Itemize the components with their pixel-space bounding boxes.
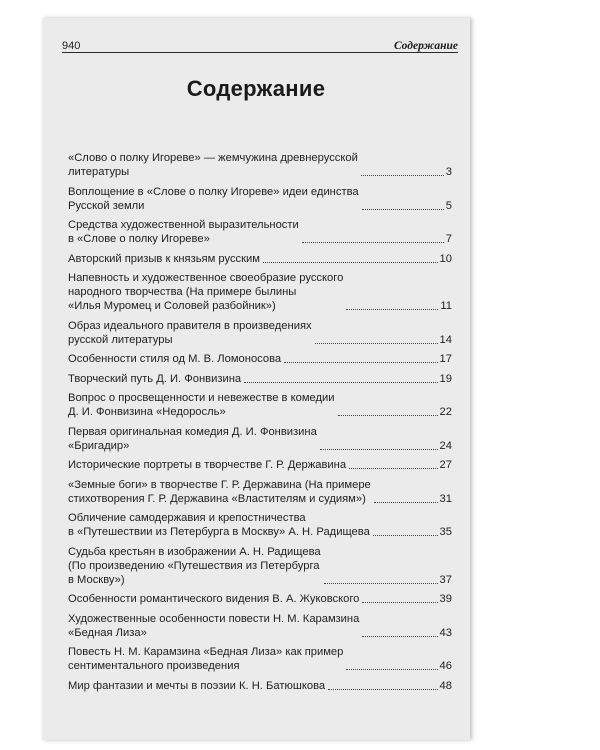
toc-entry (68, 511, 452, 539)
toc-entry (68, 391, 452, 419)
toc-entry-title: Судьба крестьян в изображении А. Н. Радищева (По произведению «Путешествия из Петербурга в Москву») (68, 545, 321, 586)
toc-entry-page: 48 (439, 679, 452, 692)
toc-dot-leader (320, 449, 438, 450)
toc-entry-page: 46 (439, 660, 452, 672)
toc-dot-leader (349, 468, 437, 469)
toc-entry (68, 218, 452, 246)
toc-entry-title: Воплощение в «Слове о полку Игореве» идеи единства Русской земли (68, 185, 359, 212)
toc-entry-page: 22 (439, 406, 452, 418)
toc-entry-page: 39 (439, 593, 452, 605)
toc-entry-title: Вопрос о просвещенности и невежестве в комедии Д. И. Фонвизина «Недоросль» (68, 392, 335, 418)
toc-entry-page: 24 (439, 439, 452, 452)
toc-entry-title: Повесть Н. М. Карамзина «Бедная Лиза» как пример сентиментального произведения (68, 646, 344, 672)
toc-dot-leader (361, 175, 444, 176)
toc-dot-leader (373, 535, 438, 536)
toc-dot-leader (362, 209, 444, 210)
toc-entry (68, 319, 452, 347)
toc-dot-leader (374, 502, 438, 503)
toc-dot-leader (284, 362, 437, 363)
running-head-section: Содержание (393, 40, 458, 52)
toc-entry-page: 31 (439, 492, 452, 505)
toc-dot-leader (328, 689, 437, 690)
toc-entry-title: Обличение самодержавия и крепостничества в «Путешествии из Петербурга в Москву» А. Н. Радищева (68, 512, 370, 538)
toc-entry-title: «Слово о полку Игореве» — жемчужина древнерусской литературы (68, 152, 358, 178)
toc-dot-leader (244, 382, 437, 383)
toc-entry-title: Художественные особенности повести Н. М. Карамзина «Бедная Лиза» (68, 612, 360, 639)
toc-entry (68, 185, 452, 213)
page-title: Содержание (186, 76, 326, 101)
toc-entry (68, 372, 452, 386)
toc-entry-page: 19 (439, 372, 452, 385)
toc-dot-leader (324, 583, 438, 584)
toc-entry-title: «Земные боги» в творчестве Г. Р. Державина (На примере стихотворения Г. Р. Державина «Властителям и судиям») (68, 478, 371, 505)
toc-entry (68, 679, 452, 693)
toc-entry-title: Творческий путь Д. И. Фонвизина (68, 372, 242, 385)
toc-entry-page: 27 (439, 459, 452, 471)
toc-entry-title: Авторский призыв к князьям русским (68, 252, 260, 265)
toc-dot-leader (346, 669, 437, 670)
toc-entry-page: 5 (445, 199, 452, 212)
toc-entry (68, 478, 452, 506)
toc-entry (68, 545, 452, 587)
toc-entry (68, 252, 452, 266)
toc-entry-title: Исторические портреты в творчестве Г. Р. Державина (68, 459, 347, 471)
toc-entry-page: 7 (445, 233, 452, 245)
toc-dot-leader (362, 636, 437, 637)
toc-entry-page: 43 (439, 626, 452, 639)
toc-entry (68, 645, 452, 673)
toc-entry (68, 425, 452, 453)
toc-entry-page: 14 (439, 333, 452, 346)
toc-entry (68, 612, 452, 640)
toc-entry-title: Средства художественной выразительности в «Слове о полку Игореве» (68, 219, 299, 245)
toc-entry-title: Первая оригинальная комедия Д. И. Фонвизина «Бригадир» (68, 425, 317, 452)
toc-entry-title: Мир фантазии и мечты в поэзии К. Н. Батюшкова (68, 679, 326, 692)
toc-dot-leader (338, 415, 438, 416)
table-of-contents (68, 151, 452, 698)
toc-entry-page: 3 (445, 166, 452, 178)
toc-entry-page: 10 (439, 252, 452, 265)
toc-entry-page: 35 (439, 526, 452, 538)
toc-entry-page: 37 (439, 573, 452, 586)
toc-entry-title: Особенности стиля од М. В. Ломоносова (68, 353, 282, 365)
toc-entry-page: 11 (440, 300, 452, 312)
toc-dot-leader (315, 343, 438, 344)
toc-dot-leader (346, 309, 438, 310)
toc-dot-leader (362, 602, 437, 603)
toc-entry-title: Напевность и художественное своеобразие русского народного творчества (На примере былины «Илья Муромец и Соловей разбойник») (68, 272, 344, 312)
toc-entry (68, 592, 452, 606)
toc-entry-title: Особенности романтического видения В. А. Жуковского (68, 593, 360, 605)
toc-dot-leader (302, 242, 444, 243)
toc-entry (68, 271, 452, 313)
toc-entry-page: 17 (439, 353, 452, 365)
toc-dot-leader (263, 262, 438, 263)
toc-entry (68, 352, 452, 366)
running-head (62, 34, 458, 53)
toc-entry (68, 151, 452, 179)
toc-entry (68, 458, 452, 472)
toc-entry-title: Образ идеального правителя в произведениях русской литературы (68, 319, 312, 346)
page-number: 940 (62, 40, 81, 52)
book-page (42, 18, 470, 740)
